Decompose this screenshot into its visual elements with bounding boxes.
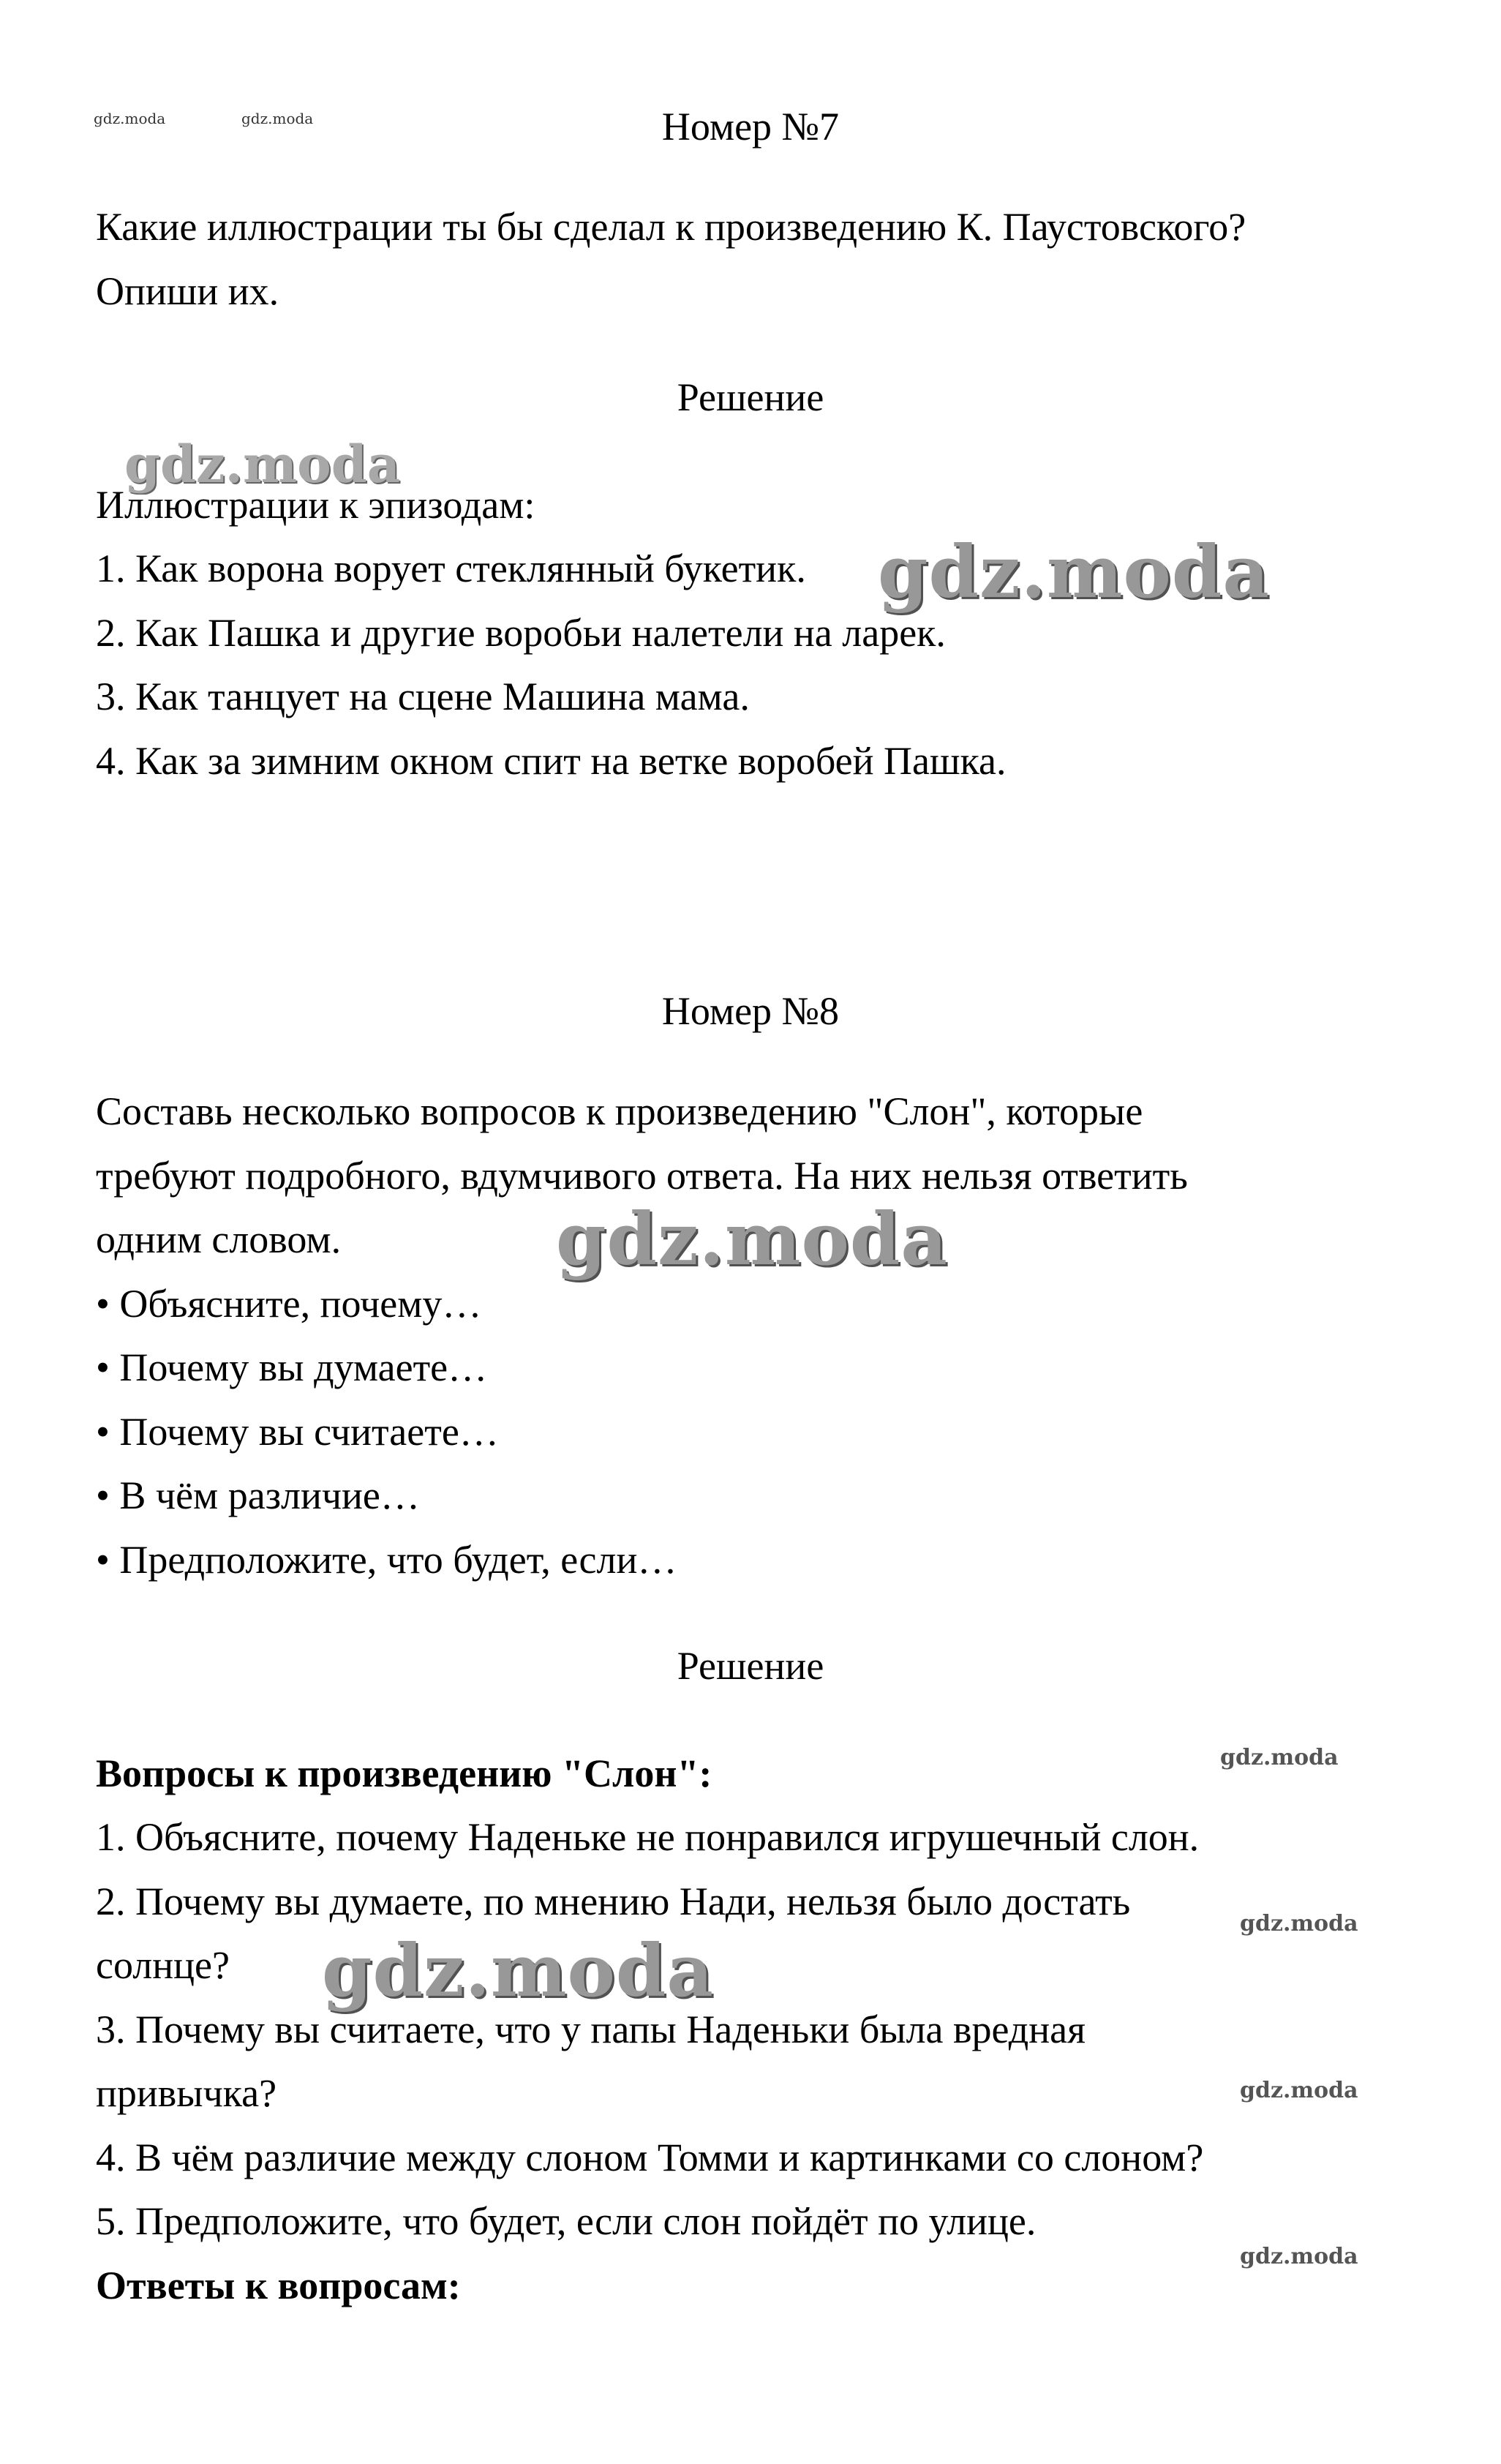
watermark-tiny-2: gdz.moda bbox=[241, 110, 314, 127]
task8-solution-label: Решение bbox=[677, 1644, 824, 1688]
watermark-tiny-1: gdz.moda bbox=[94, 110, 166, 127]
task8-answers-heading: Ответы к вопросам: bbox=[96, 2264, 461, 2307]
watermark-big-2: gdz.moda bbox=[556, 1198, 948, 1282]
watermark-big-3: gdz.moda bbox=[322, 1929, 714, 2013]
task7-intro: Иллюстрации к эпизодам: bbox=[96, 483, 535, 527]
task8-question-line-3: одним словом. bbox=[96, 1217, 342, 1261]
task7-title: Номер №7 bbox=[661, 105, 840, 149]
task8-bullet-1: • Объясните, почему… bbox=[96, 1282, 482, 1326]
task8-bullet-5: • Предположите, что будет, если… bbox=[96, 1538, 677, 1582]
task8-answer-line-6: 4. В чём различие между слоном Томми и картинками со слоном? bbox=[96, 2136, 1204, 2179]
task7-item-2: 2. Как Пашка и другие воробьи налетели на ларек. bbox=[96, 611, 946, 655]
task8-answer-line-2: 2. Почему вы думаете, по мнению Нади, нельзя было достать bbox=[96, 1879, 1131, 1923]
task8-answer-line-4: 3. Почему вы считаете, что у папы Наденьки была вредная bbox=[96, 2007, 1086, 2051]
task8-question-line-2: требуют подробного, вдумчивого ответа. На них нельзя ответить bbox=[96, 1154, 1188, 1198]
task8-question-line-1: Составь несколько вопросов к произведению "Слон", которые bbox=[96, 1089, 1143, 1133]
watermark-small-4: gdz.moda bbox=[1240, 2244, 1358, 2269]
task7-question-line-2: Опиши их. bbox=[96, 269, 279, 313]
task7-question-line-1: Какие иллюстрации ты бы сделал к произведению К. Паустовского? bbox=[96, 205, 1246, 249]
task8-answer-line-3: солнце? bbox=[96, 1943, 230, 1987]
task7-item-1: 1. Как ворона ворует стеклянный букетик. bbox=[96, 546, 806, 590]
task8-bullet-2: • Почему вы думаете… bbox=[96, 1345, 488, 1389]
task8-answer-line-1: 1. Объясните, почему Наденьке не понравился игрушечный слон. bbox=[96, 1815, 1200, 1859]
task8-bullet-3: • Почему вы считаете… bbox=[96, 1410, 499, 1454]
task8-questions-heading: Вопросы к произведению "Слон": bbox=[96, 1751, 712, 1795]
watermark-big-1: gdz.moda bbox=[878, 530, 1270, 615]
watermark-mid-1: gdz.moda bbox=[124, 434, 401, 495]
task8-bullet-4: • В чём различие… bbox=[96, 1473, 420, 1517]
task8-answer-line-5: привычка? bbox=[96, 2071, 277, 2115]
task7-solution-label: Решение bbox=[677, 375, 824, 419]
task7-item-4: 4. Как за зимним окном спит на ветке воробей Пашка. bbox=[96, 739, 1007, 783]
task8-title: Номер №8 bbox=[661, 989, 840, 1033]
task7-item-3: 3. Как танцует на сцене Машина мама. bbox=[96, 675, 750, 718]
watermark-small-2: gdz.moda bbox=[1240, 1911, 1358, 1937]
watermark-small-1: gdz.moda bbox=[1220, 1745, 1339, 1770]
watermark-small-3: gdz.moda bbox=[1240, 2078, 1358, 2103]
task8-answer-line-7: 5. Предположите, что будет, если слон пойдёт по улице. bbox=[96, 2199, 1037, 2243]
